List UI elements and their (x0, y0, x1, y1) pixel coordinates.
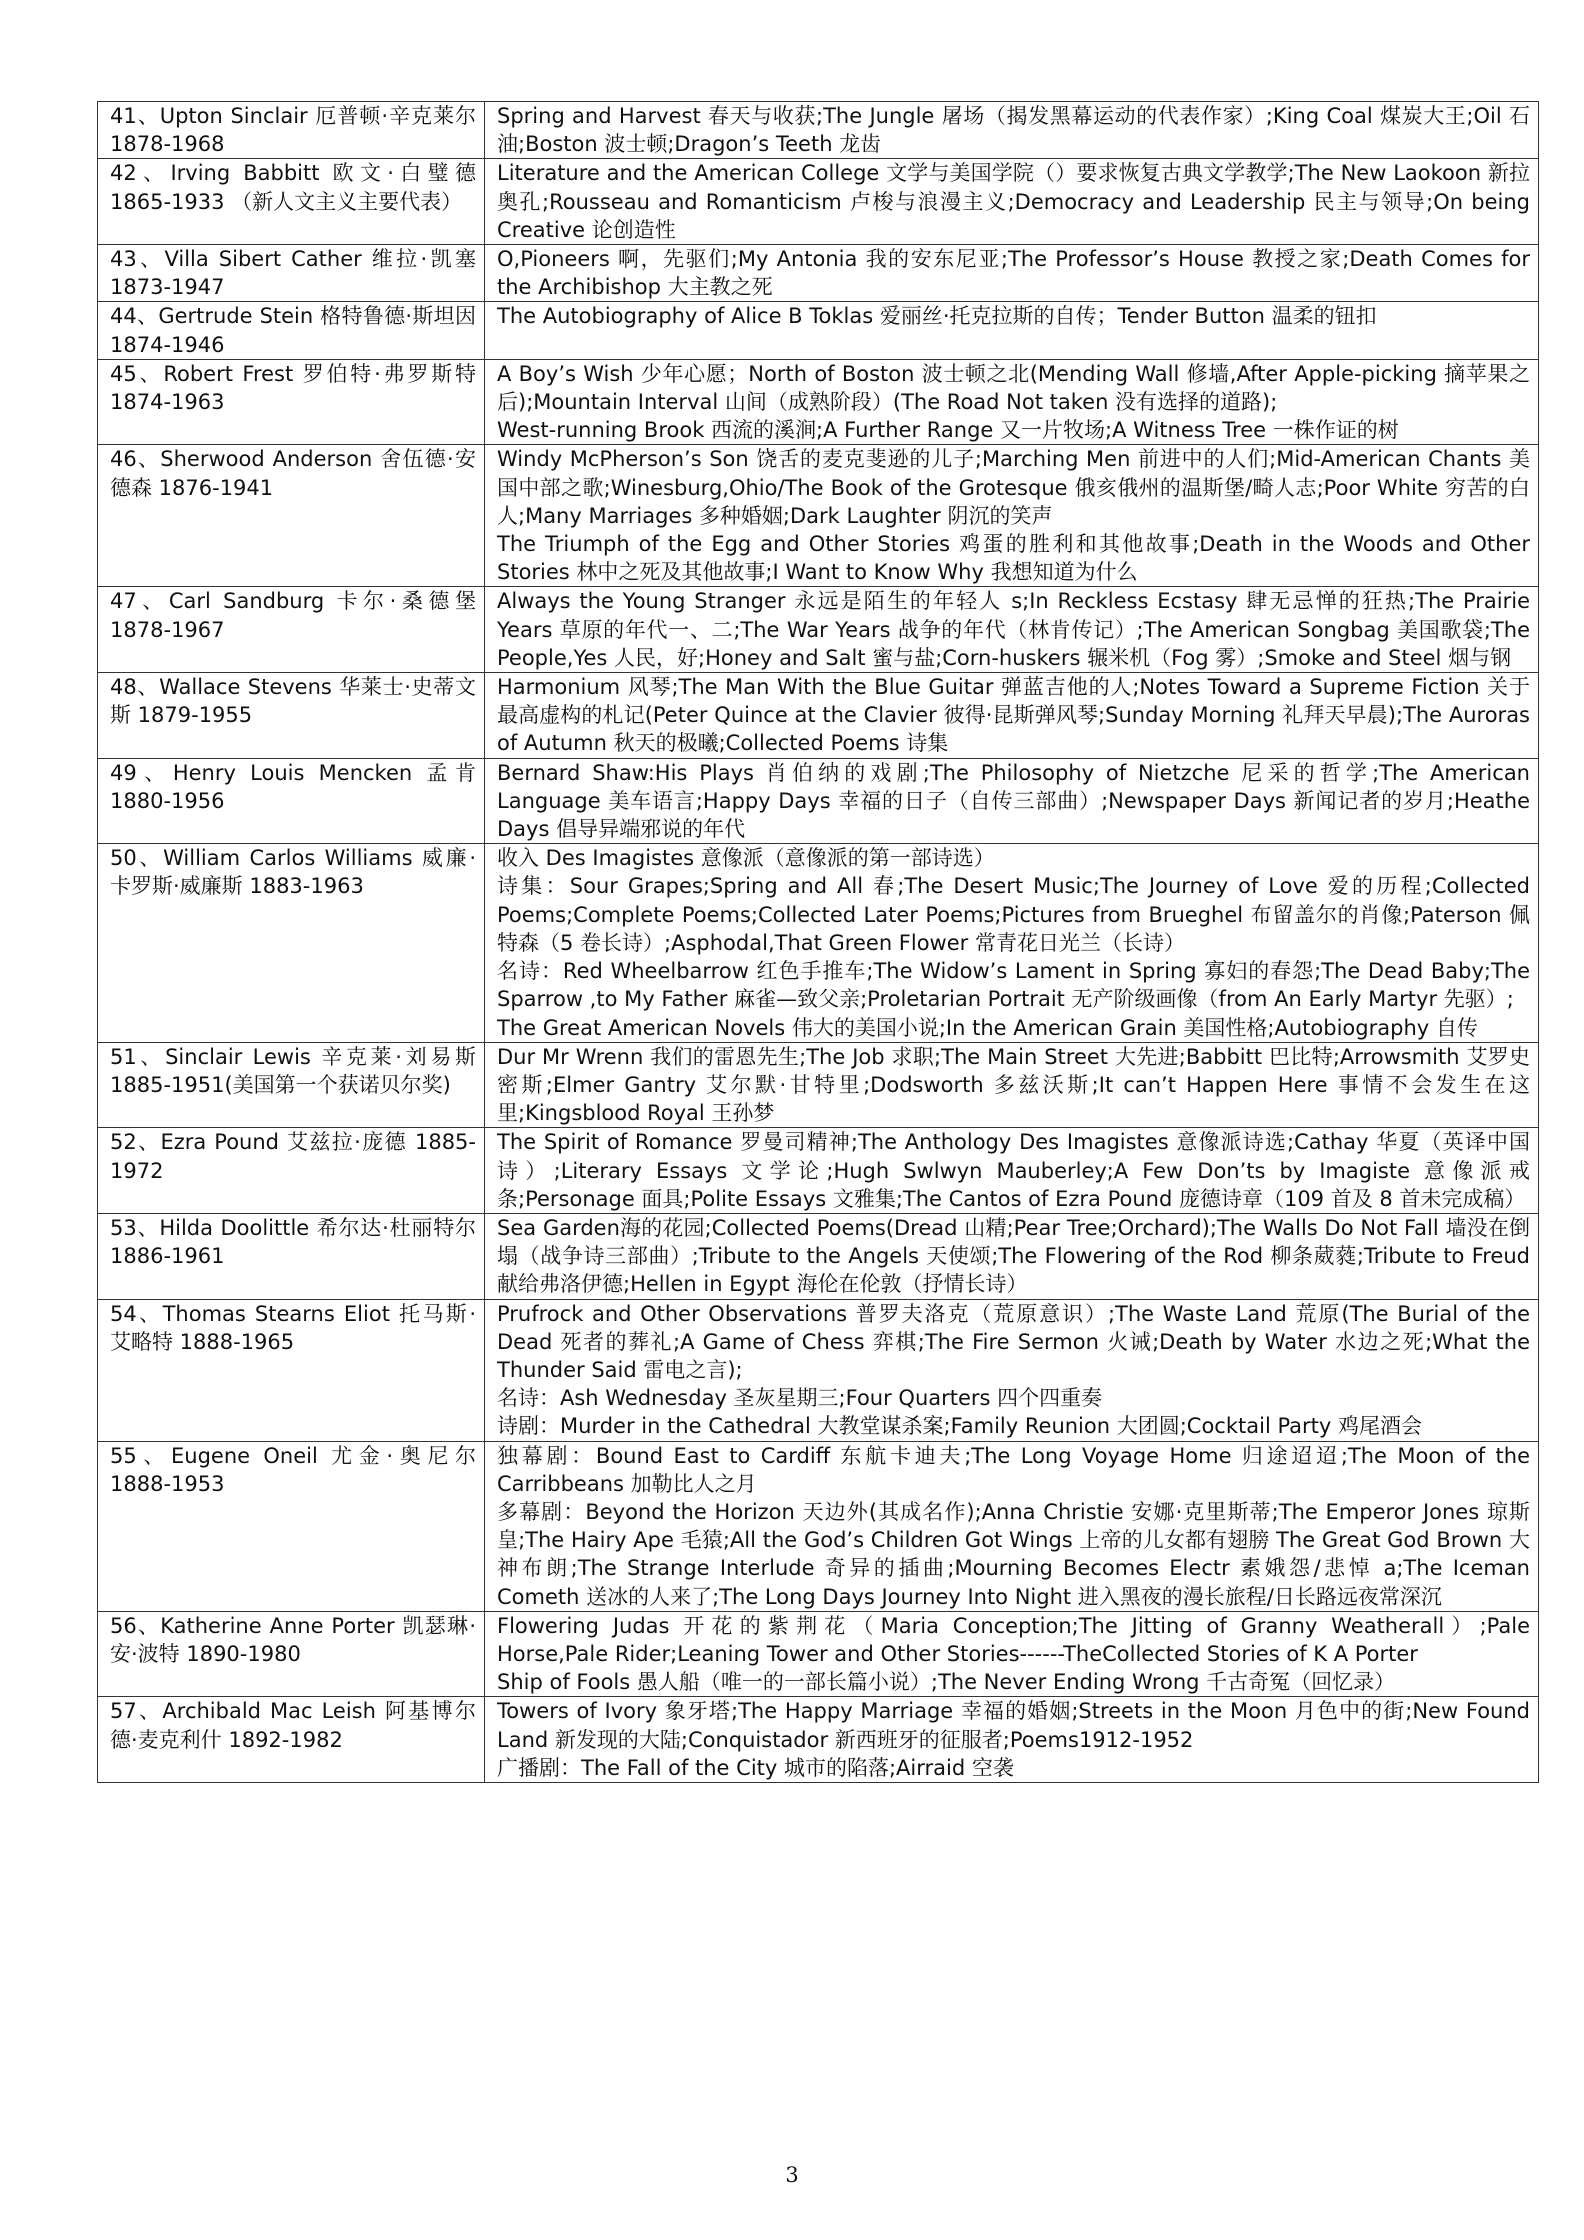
author-cell: 46、Sherwood Anderson 舍伍德·安德森 1876-1941 (98, 445, 485, 587)
author-cell: 56、Katherine Anne Porter 凯瑟琳·安·波特 1890-1980 (98, 1611, 485, 1697)
works-cell (485, 302, 1539, 359)
author-cell: 41、Upton Sinclair 厄普顿·辛克莱尔 1878-1968 (98, 102, 485, 159)
works-line: Literature and the American College 文学与美国学院（）要求恢复古典文学教学;The New Laokoon 新拉奥孔;Rousseau and Romanticism 卢梭与浪漫主义;Democracy and Leadership 民主与领导;On being Creative 论创造性 (497, 161, 1530, 242)
works-line: The Autobiography of Alice B Toklas 爱丽丝·托克拉斯的自传；Tender Button 温柔的钮扣 (497, 304, 1377, 329)
works-line: Dur Mr Wrenn 我们的雷恩先生;The Job 求职;The Main Street 大先进;Babbitt 巴比特;Arrowsmith 艾罗史密斯;Elmer Gantry 艾尔默·甘特里;Dodsworth 多兹沃斯;It can’t Happen Here 事情不会发生在这里;Kingsblood Royal 王孙梦 (497, 1044, 1530, 1126)
works-cell (485, 844, 1539, 1042)
works-line: 多幕剧：Beyond the Horizon 天边外(其成名作);Anna Christie 安娜·克里斯蒂;The Emperor Jones 琼斯皇;The Hairy Ape 毛猿;All the God’s Children Got Wings 上帝的儿女都有翅膀 The Great God Brown 大神布朗;The Strange Interlude 奇异的插曲;Mourning Becomes Electr 素娥怨/悲悼 a;The Iceman Cometh 送冰的人来了;The Long Days Journey Into Night 进入黑夜的漫长旅程/日长路远夜常深沉 (497, 1499, 1530, 1609)
works-line: A Boy’s Wish 少年心愿；North of Boston 波士顿之北(Mending Wall 修墙,After Apple-picking 摘苹果之后);Mountain Interval 山间（成熟阶段）(The Road Not taken 没有选择的道路); (497, 361, 1530, 415)
works-line: 收入 Des Imagistes 意像派（意像派的第一部诗选） (497, 846, 995, 871)
works-line: Prufrock and Other Observations 普罗夫洛克（荒原意识）;The Waste Land 荒原(The Burial of the Dead 死者的葬礼;A Game of Chess 弈棋;The Fire Sermon 火诫;Death by Water 水边之死;What the Thunder Said 雷电之言); (497, 1301, 1530, 1382)
works-line: West-running Brook 西流的溪涧;A Further Range 又一片牧场;A Witness Tree 一株作证的树 (497, 418, 1399, 443)
works-line: 独幕剧：Bound East to Cardiff 东航卡迪夫;The Long Voyage Home 归途迢迢;The Moon of the Carribbeans 加勒比人之月 (497, 1443, 1530, 1496)
table-row (98, 1697, 1539, 1783)
works-line: Towers of Ivory 象牙塔;The Happy Marriage 幸福的婚姻;Streets in the Moon 月色中的街;New Found Land 新发现的大陆;Conquistador 新西班牙的征服者;Poems1912-1952 (497, 1699, 1530, 1752)
works-line: Always the Young Stranger 永远是陌生的年轻人 s;In Reckless Ecstasy 肆无忌惮的狂热;The Prairie Years 草原的年代一、二;The War Years 战争的年代（林肯传记）;The American Songbag 美国歌袋;The People,Yes 人民，好;Honey and Salt 蜜与盐;Corn-huskers 辗米机（Fog 雾）;Smoke and Steel 烟与钢 (497, 589, 1530, 670)
works-line: Bernard Shaw:His Plays 肖伯纳的戏剧;The Philosophy of Nietzche 尼采的哲学;The American Language 美车语言;Happy Days 幸福的日子（自传三部曲）;Newspaper Days 新闻记者的岁月;Heathe Days 倡导异端邪说的年代 (497, 760, 1530, 842)
table-row (98, 445, 1539, 587)
works-line: Ship of Fools 愚人船（唯一的一部长篇小说）;The Never Ending Wrong 千古奇冤（回忆录） (497, 1670, 1396, 1695)
author-cell: 49、Henry Louis Mencken 孟肯 1880-1956 (98, 758, 485, 844)
works-cell (485, 673, 1539, 759)
table-row (98, 359, 1539, 445)
table-row (98, 1299, 1539, 1441)
author-works-table (97, 101, 1539, 1783)
works-cell (485, 1611, 1539, 1697)
works-line: 广播剧：The Fall of the City 城市的陷落;Airraid 空袭 (497, 1755, 1014, 1780)
author-cell: 47、Carl Sandburg 卡尔·桑德堡 1878-1967 (98, 587, 485, 673)
works-line: Harmonium 风琴;The Man With the Blue Guitar 弹蓝吉他的人;Notes Toward a Supreme Fiction 关于最高虚构的札记(Peter Quince at the Clavier 彼得·昆斯弹风琴;Sunday Morning 礼拜天早晨);The Auroras of Autumn 秋天的极曦;Collected Poems 诗集 (497, 675, 1530, 756)
works-line: 名诗：Ash Wednesday 圣灰星期三;Four Quarters 四个四重奏 (497, 1386, 1103, 1411)
table-row (98, 1213, 1539, 1299)
page-number: 3 (785, 2163, 799, 2187)
works-cell (485, 1441, 1539, 1611)
table-row (98, 159, 1539, 245)
works-cell (485, 587, 1539, 673)
table-row (98, 1441, 1539, 1611)
table-row (98, 587, 1539, 673)
author-cell: 43、Villa Sibert Cather 维拉·凯塞 1873-1947 (98, 245, 485, 302)
works-cell (485, 1042, 1539, 1128)
works-cell (485, 1128, 1539, 1214)
table-row (98, 102, 1539, 159)
author-cell: 52、Ezra Pound 艾兹拉·庞德 1885-1972 (98, 1128, 485, 1214)
table-row (98, 1128, 1539, 1214)
works-line: Spring and Harvest 春天与收获;The Jungle 屠场（揭发黑幕运动的代表作家）;King Coal 煤炭大王;Oil 石油;Boston 波士顿;Dragon’s Teeth 龙齿 (497, 104, 1530, 157)
author-cell: 51、Sinclair Lewis 辛克莱·刘易斯 1885-1951(美国第一个获诺贝尔奖) (98, 1042, 485, 1128)
table-body (98, 102, 1539, 1783)
works-line: 名诗：Red Wheelbarrow 红色手推车;The Widow’s Lament in Spring 寡妇的春怨;The Dead Baby;The Sparrow ,to My Father 麻雀—致父亲;Proletarian Portrait 无产阶级画像（from An Early Martyr 先驱）; (497, 959, 1530, 1012)
author-cell: 55、Eugene Oneil 尤金·奥尼尔 1888-1953 (98, 1441, 485, 1611)
works-line: 诗集：Sour Grapes;Spring and All 春;The Desert Music;The Journey of Love 爱的历程;Collected Poems;Complete Poems;Collected Later Poems;Pictures from Brueghel 布留盖尔的肖像;Paterson 佩特森（5 卷长诗）;Asphodal,That Green Flower 常青花日光兰（长诗） (497, 874, 1530, 955)
works-cell (485, 1213, 1539, 1299)
document-page (97, 101, 1530, 1783)
author-cell: 48、Wallace Stevens 华莱士·史蒂文斯 1879-1955 (98, 673, 485, 759)
works-line: Flowering Judas 开花的紫荆花（Maria Conception;The Jitting of Granny Weatherall）;Pale Horse,Pale Rider;Leaning Tower and Other Stories------TheCollected Stories of K A Porter (497, 1613, 1530, 1666)
works-line: The Great American Novels 伟大的美国小说;In the American Grain 美国性格;Autobiography 自传 (497, 1015, 1478, 1040)
author-cell: 54、Thomas Stearns Eliot 托马斯·艾略特 1888-1965 (98, 1299, 485, 1441)
works-cell (485, 758, 1539, 844)
author-cell: 57、Archibald Mac Leish 阿基博尔德·麦克利什 1892-1982 (98, 1697, 485, 1783)
table-row (98, 1611, 1539, 1697)
works-cell (485, 245, 1539, 302)
works-line: The Triumph of the Egg and Other Stories 鸡蛋的胜利和其他故事;Death in the Woods and Other Stories 林中之死及其他故事;I Want to Know Why 我想知道为什么 (497, 532, 1530, 585)
table-row (98, 302, 1539, 359)
works-line: 诗剧：Murder in the Cathedral 大教堂谋杀案;Family Reunion 大团圆;Cocktail Party 鸡尾酒会 (497, 1414, 1423, 1439)
author-cell: 53、Hilda Doolittle 希尔达·杜丽特尔 1886-1961 (98, 1213, 485, 1299)
works-line: The Spirit of Romance 罗曼司精神;The Anthology Des Imagistes 意像派诗选;Cathay 华夏（英译中国诗）;Literary Essays 文学论;Hugh Swlwyn Mauberley;A Few Don’ts by Imagiste 意像派戒条;Personage 面具;Polite Essays 文雅集;The Cantos of Ezra Pound 庞德诗章（109 首及 8 首未完成稿） (497, 1130, 1530, 1211)
author-cell: 42、Irving Babbitt 欧文·白璧德 1865-1933 （新人文主义主要代表） (98, 159, 485, 245)
author-cell: 45、Robert Frest 罗伯特·弗罗斯特 1874-1963 (98, 359, 485, 445)
works-line: O,Pioneers 啊，先驱们;My Antonia 我的安东尼亚;The Professor’s House 教授之家;Death Comes for the Archibishop 大主教之死 (497, 247, 1530, 300)
author-cell: 50、William Carlos Williams 威廉·卡罗斯·威廉斯 1883-1963 (98, 844, 485, 1042)
works-line: Windy McPherson’s Son 饶舌的麦克斐逊的儿子;Marching Men 前进中的人们;Mid-American Chants 美国中部之歌;Winesburg,Ohio/The Book of the Grotesque 俄亥俄州的温斯堡/畸人志;Poor White 穷苦的白人;Many Marriages 多种婚姻;Dark Laughter 阴沉的笑声 (497, 447, 1530, 528)
works-line: Sea Garden海的花园;Collected Poems(Dread 山精;Pear Tree;Orchard);The Walls Do Not Fall 墙没在倒塌（战争诗三部曲）;Tribute to the Angels 天使颂;The Flowering of the Rod 柳条葳蕤;Tribute to Freud 献给弗洛伊德;Hellen in Egypt 海伦在伦敦（抒情长诗） (497, 1215, 1530, 1297)
works-cell (485, 159, 1539, 245)
works-cell (485, 359, 1539, 445)
table-row (98, 758, 1539, 844)
works-cell (485, 1299, 1539, 1441)
works-cell (485, 445, 1539, 587)
table-row (98, 673, 1539, 759)
table-row (98, 844, 1539, 1042)
works-cell (485, 1697, 1539, 1783)
works-cell (485, 102, 1539, 159)
table-row (98, 1042, 1539, 1128)
table-row (98, 245, 1539, 302)
author-cell: 44、Gertrude Stein 格特鲁德·斯坦因 1874-1946 (98, 302, 485, 359)
